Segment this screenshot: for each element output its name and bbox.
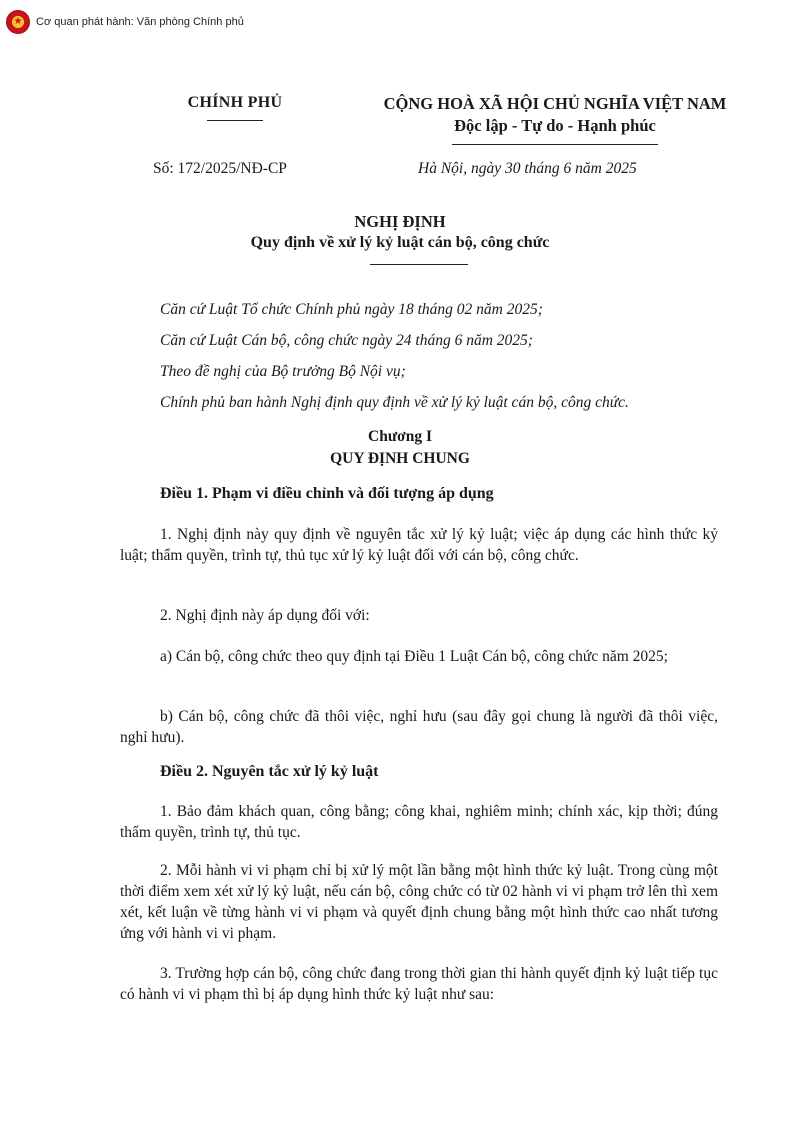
issuing-organization-block xyxy=(150,94,320,121)
preamble xyxy=(160,294,760,418)
preamble-line: Căn cứ Luật Tổ chức Chính phủ ngày 18 tháng 02 năm 2025; xyxy=(160,301,543,318)
preamble-line: Theo đề nghị của Bộ trưởng Bộ Nội vụ; xyxy=(160,363,406,380)
article-2-paragraph: 2. Mỗi hành vi vi phạm chỉ bị xử lý một lần bằng một hình thức kỷ luật. Trong cùng một thời điểm xem xét xử lý kỷ luật, nếu cán bộ, công chức có từ 02 hành vi vi phạm trở lên thì xem xét, kết luận về từng hành vi vi phạm và quyết định chung bằng một hình thức cao nhất tương ứng với hành vi vi phạm. xyxy=(120,862,718,942)
article-1-paragraph: b) Cán bộ, công chức đã thôi việc, nghỉ hưu (sau đây gọi chung là người đã thôi việc, nghỉ hưu). xyxy=(120,708,718,746)
national-motto: Độc lập - Tự do - Hạnh phúc xyxy=(454,116,656,135)
article-1-paragraph: 2. Nghị định này áp dụng đối với: xyxy=(160,607,370,624)
motto-underline xyxy=(452,144,658,145)
article-2-paragraph: 3. Trường hợp cán bộ, công chức đang trong thời gian thi hành quyết định kỷ luật tiếp tục có hành vi vi phạm thì bị áp dụng hình thức kỷ luật như sau: xyxy=(120,965,718,1003)
title-underline xyxy=(370,264,468,265)
national-title-block xyxy=(360,94,750,145)
article-2-paragraph: 1. Bảo đảm khách quan, công bằng; công khai, nghiêm minh; chính xác, kịp thời; đúng thẩm quyền, trình tự, thủ tục. xyxy=(120,803,718,841)
issuer-label: Cơ quan phát hành: Văn phòng Chính phủ xyxy=(36,16,244,28)
document-type: NGHỊ ĐỊNH xyxy=(354,212,446,231)
article-1-heading: Điều 1. Phạm vi điều chỉnh và đối tượng áp dụng xyxy=(160,485,494,502)
document-date: Hà Nội, ngày 30 tháng 6 năm 2025 xyxy=(418,160,637,177)
chapter-name: QUY ĐỊNH CHUNG xyxy=(330,450,470,467)
chapter-number: Chương I xyxy=(368,428,432,445)
article-1-paragraph: a) Cán bộ, công chức theo quy định tại Điều 1 Luật Cán bộ, công chức năm 2025; xyxy=(160,648,668,665)
document-number: Số: 172/2025/NĐ-CP xyxy=(153,160,287,177)
issuer-bar xyxy=(6,10,244,34)
organization-underline xyxy=(207,120,263,121)
article-2-heading: Điều 2. Nguyên tắc xử lý kỷ luật xyxy=(160,763,379,780)
organization-name: CHÍNH PHỦ xyxy=(187,94,283,111)
document-title: Quy định về xử lý kỷ luật cán bộ, công chức xyxy=(250,234,550,251)
preamble-line: Chính phủ ban hành Nghị định quy định về xử lý kỷ luật cán bộ, công chức. xyxy=(160,394,629,411)
article-1-paragraph: 1. Nghị định này quy định về nguyên tắc xử lý kỷ luật; việc áp dụng các hình thức kỷ luật; thẩm quyền, trình tự, thủ tục xử lý kỷ luật đối với cán bộ, công chức. xyxy=(120,526,718,564)
nation-name: CỘNG HOÀ XÃ HỘI CHỦ NGHĨA VIỆT NAM xyxy=(383,94,727,113)
national-emblem-icon xyxy=(6,10,30,34)
preamble-line: Căn cứ Luật Cán bộ, công chức ngày 24 tháng 6 năm 2025; xyxy=(160,332,533,349)
